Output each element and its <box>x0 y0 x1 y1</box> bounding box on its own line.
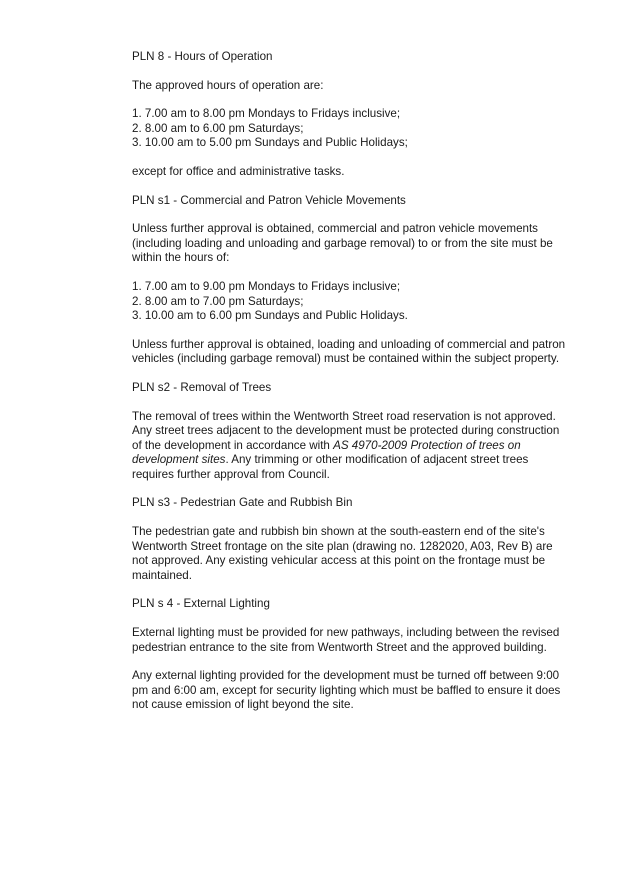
list-item: 1. 7.00 am to 8.00 pm Mondays to Fridays inclusive; <box>132 107 401 121</box>
section-heading: PLN s3 - Pedestrian Gate and Rubbish Bin <box>132 496 353 510</box>
section-heading: PLN s2 - Removal of Trees <box>132 380 272 394</box>
body-text-lead: The removal of trees within the Wentworth Street road reservation is not approved. Any street trees adjacent to the development must be protected during construction of the development in accordance with <box>132 409 560 452</box>
section-body-paragraph: The pedestrian gate and rubbish bin shown at the south-eastern end of the site's Wentworth Street frontage on the site plan (drawing no. 1282020, A03, Rev B) are not approved. Any existing vehicular access at this point on the frontage must be maintained. <box>132 525 553 582</box>
section-closing-paragraph: except for office and administrative tasks. <box>132 164 345 178</box>
section-heading: PLN 8 - Hours of Operation <box>132 50 273 63</box>
section-body-paragraph-2: Any external lighting provided for the development must be turned off between 9:00 pm and 6:00 am, except for security lighting which must be baffled to ensure it does not cause emission of light beyond the site. <box>132 669 561 712</box>
section-intro-paragraph: Unless further approval is obtained, commercial and patron vehicle movements (including loading and unloading and garbage removal) to or from the site must be within the hours of: <box>132 222 553 265</box>
section-heading: PLN s1 - Commercial and Patron Vehicle Movements <box>132 193 406 207</box>
section-heading: PLN s 4 - External Lighting <box>132 597 270 611</box>
section-pln-s3 <box>132 496 570 583</box>
list-item: 3. 10.00 am to 5.00 pm Sundays and Public Holidays; <box>132 136 408 150</box>
list-item: 1. 7.00 am to 9.00 pm Mondays to Fridays inclusive; <box>132 279 401 293</box>
document-body <box>132 50 570 727</box>
section-pln-s2 <box>132 381 570 483</box>
vehicle-movement-hours-list <box>132 280 570 324</box>
hours-list <box>132 107 570 151</box>
section-body-paragraph-1: External lighting must be provided for new pathways, including between the revised pedestrian entrance to the site from Wentworth Street and the approved building. <box>132 626 560 654</box>
body-text-tail: . Any trimming or other modification of adjacent street trees requires further approval from Council. <box>132 453 529 481</box>
standard-reference-italic: AS 4970-2009 Protection of trees on development sites <box>132 438 521 467</box>
section-pln8 <box>132 50 570 180</box>
section-pln-s4 <box>132 597 570 713</box>
section-intro-paragraph: The approved hours of operation are: <box>132 78 324 92</box>
section-body-paragraph <box>132 410 570 483</box>
list-item: 2. 8.00 am to 7.00 pm Saturdays; <box>132 294 304 308</box>
list-item: 3. 10.00 am to 6.00 pm Sundays and Public Holidays. <box>132 309 408 323</box>
list-item: 2. 8.00 am to 6.00 pm Saturdays; <box>132 121 304 135</box>
section-closing-paragraph: Unless further approval is obtained, loading and unloading of commercial and patron vehicles (including garbage removal) must be contained within the subject property. <box>132 337 566 366</box>
section-pln-s1 <box>132 194 570 367</box>
